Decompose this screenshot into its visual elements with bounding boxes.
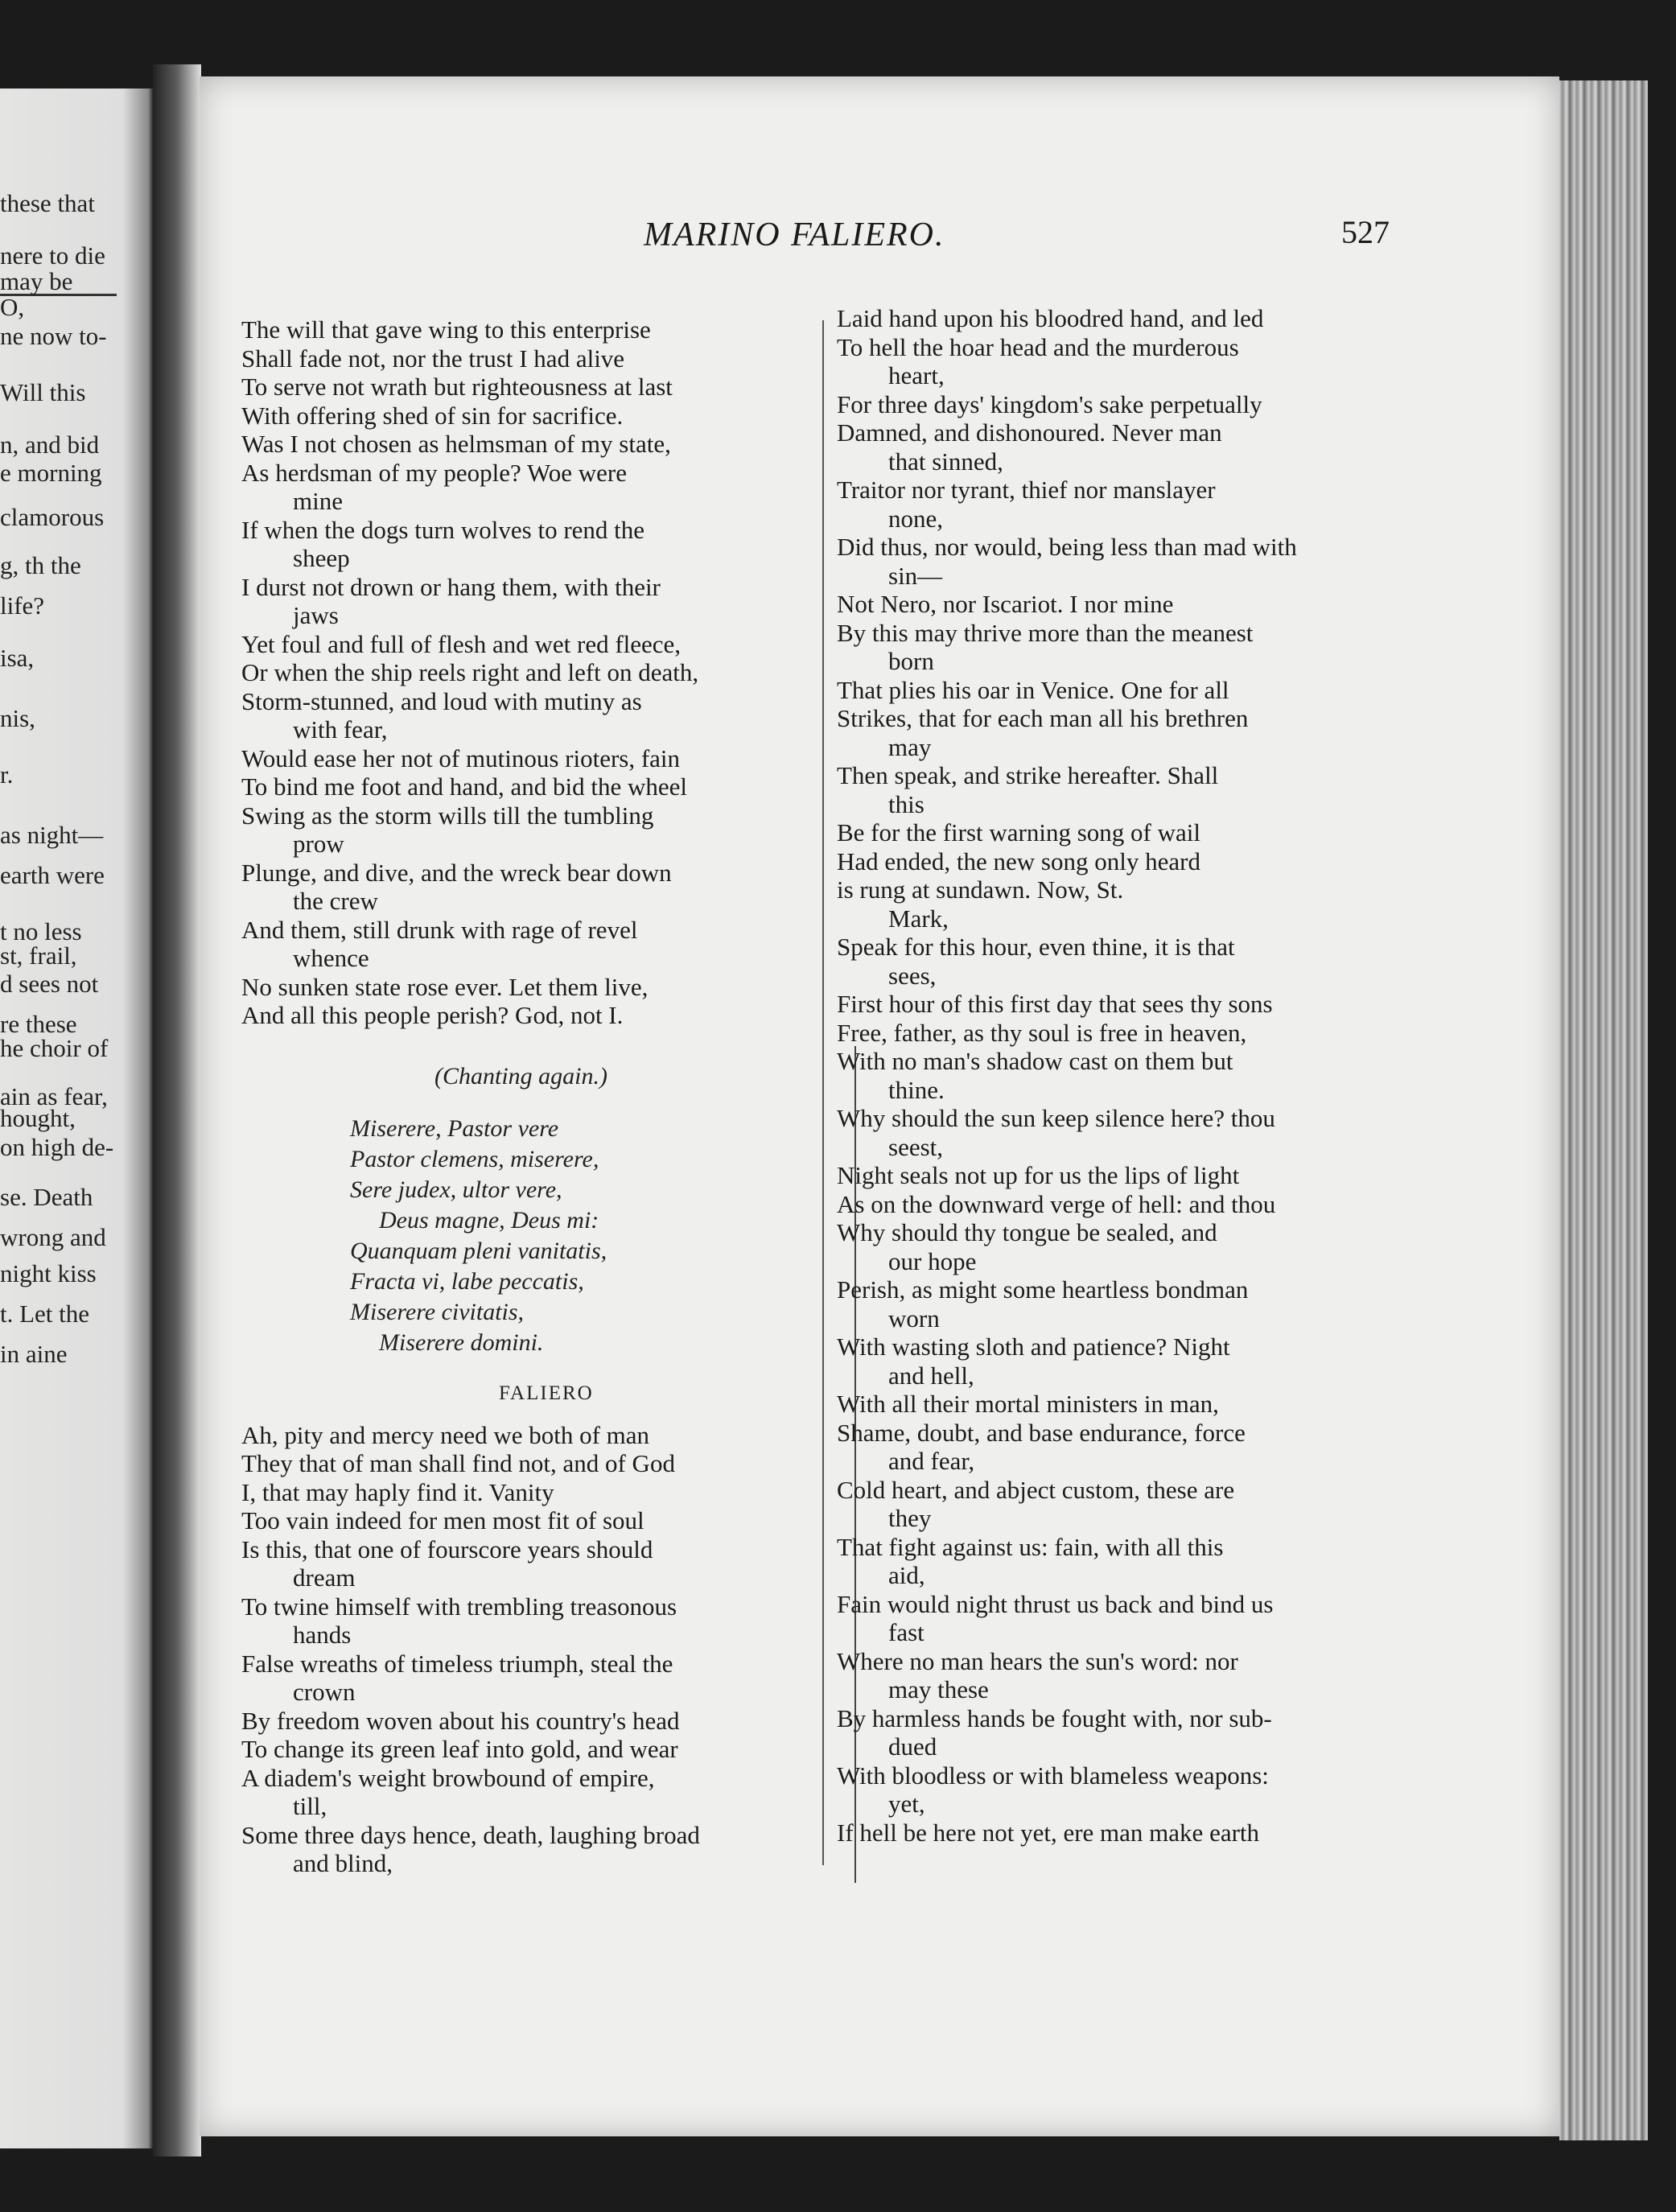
verse-line: may [888, 732, 932, 761]
verse-line: and hell, [888, 1361, 974, 1390]
verse-line: Night seals not up for us the lips of light [837, 1161, 1240, 1189]
verse-line: till, [293, 1792, 327, 1820]
verse-line: Why should the sun keep silence here? thou [837, 1104, 1275, 1132]
verse-line: Storm-stunned, and loud with mutiny as [241, 686, 642, 715]
verse-line: Where no man hears the sun's word: nor [837, 1646, 1238, 1675]
verse-line: prow [293, 830, 344, 858]
facing-page-line: may be [0, 267, 73, 295]
facing-page-line: isa, [0, 644, 35, 672]
verse-line: Yet foul and full of flesh and wet red fleece, [241, 629, 682, 658]
verse-line: Perish, as might some heartless bondman [837, 1275, 1249, 1304]
facing-page-line: O, [0, 293, 25, 321]
verse-line: Or when the ship reels right and left on death, [241, 658, 699, 686]
verse-line: I durst not drown or hang them, with their [241, 572, 661, 601]
verse-block-2 [241, 1421, 837, 1878]
verse-line: Traitor nor tyrant, thief nor manslayer [837, 476, 1216, 504]
chant-line: Miserere, Pastor vere [350, 1114, 559, 1142]
verse-line: That plies his oar in Venice. One for all [837, 675, 1229, 704]
verse-line: If hell be here not yet, ere man make earth [837, 1818, 1260, 1847]
verse-line: Not Nero, nor Iscariot. I nor mine [837, 590, 1174, 618]
verse-line: Did thus, nor would, being less than mad with [837, 533, 1297, 561]
facing-page-line: st, frail, [0, 941, 77, 970]
facing-page-line: night kiss [0, 1259, 97, 1287]
right-column [837, 304, 1424, 1847]
verse-line: By this may thrive more than the meanest [837, 618, 1254, 647]
verse-line: With wasting sloth and patience? Night [837, 1333, 1230, 1361]
chant-line: Sere judex, ultor vere, [350, 1176, 562, 1203]
facing-page-line: t. Let the [0, 1300, 90, 1328]
verse-line: As on the downward verge of hell: and thou [837, 1189, 1276, 1218]
facing-page-line: n, and bid [0, 430, 100, 459]
chant-line: Pastor clemens, miserere, [350, 1145, 599, 1172]
facing-page-line: life? [0, 591, 45, 620]
verse-line: Ah, pity and mercy need we both of man [241, 1420, 650, 1449]
verse-line: Would ease her not of mutinous rioters, fain [241, 744, 681, 772]
chant-line: Miserere domini. [379, 1328, 544, 1356]
verse-line: Speak for this hour, even thine, it is that [837, 933, 1235, 961]
latin-chant [350, 1114, 837, 1358]
verse-line: that sinned, [888, 447, 1003, 476]
verse-line: Damned, and dishonoured. Never man [837, 418, 1222, 447]
verse-line: Is this, that one of fourscore years should [241, 1534, 653, 1563]
verse-line: A diadem's weight browbound of empire, [241, 1763, 655, 1792]
verse-line: Laid hand upon his bloodred hand, and led [837, 304, 1264, 332]
verse-line: sheep [293, 544, 350, 572]
verse-line: That fight against us: fain, with all this [837, 1532, 1224, 1561]
verse-line: whence [293, 944, 369, 972]
facing-page-line: as night— [0, 821, 104, 849]
verse-line: For three days' kingdom's sake perpetually [837, 389, 1262, 418]
verse-line: jaws [293, 601, 339, 629]
verse-line: Then speak, and strike hereafter. Shall [837, 761, 1219, 789]
verse-line: Free, father, as thy soul is free in heaven, [837, 1018, 1247, 1047]
facing-page-line: Will this [0, 378, 86, 406]
verse-line: To serve not wrath but righteousness at last [241, 373, 673, 401]
verse-line: Swing as the storm wills till the tumbling [241, 801, 654, 830]
facing-page-line: g, th the [0, 551, 81, 579]
facing-page-line: t no less [0, 917, 82, 945]
verse-line: Shame, doubt, and base endurance, force [837, 1418, 1246, 1447]
verse-line: They that of man shall find not, and of God [241, 1449, 675, 1477]
chant-line: Deus magne, Deus mi: [379, 1206, 599, 1234]
verse-line: with fear, [293, 715, 388, 744]
verse-line: Cold heart, and abject custom, these are [837, 1475, 1235, 1504]
verse-line: First hour of this first day that sees thy sons [837, 990, 1273, 1018]
facing-page-line: ne now to- [0, 322, 107, 350]
verse-line: Too vain indeed for men most fit of soul [241, 1506, 644, 1534]
stage-direction: (Chanting again.) [434, 1062, 607, 1090]
verse-line: If when the dogs turn wolves to rend the [241, 515, 645, 544]
verse-line: As herdsman of my people? Woe were [241, 458, 628, 487]
verse-line: I, that may haply find it. Vanity [241, 1477, 554, 1506]
verse-line: The will that gave wing to this enterprise [241, 315, 651, 344]
verse-line: and fear, [888, 1447, 975, 1475]
verse-line: Mark, [888, 904, 949, 933]
verse-line: sin— [888, 561, 943, 590]
facing-page-fragment [0, 89, 153, 2148]
facing-page-line: earth were [0, 861, 105, 889]
verse-line: this [888, 789, 924, 818]
verse-line: born [888, 647, 934, 675]
chant-line: Fracta vi, labe peccatis, [350, 1267, 584, 1295]
verse-line: Be for the first warning song of wail [837, 818, 1200, 846]
verse-line: dued [888, 1732, 937, 1761]
verse-line: they [888, 1504, 932, 1532]
verse-line: Strikes, that for each man all his brethren [837, 704, 1249, 732]
running-title: MARINO FALIERO. [644, 216, 945, 253]
verse-line: worn [888, 1304, 940, 1333]
verse-line: may these [888, 1675, 989, 1703]
verse-line: Some three days hence, death, laughing broad [241, 1820, 700, 1849]
facing-page-line: clamorous [0, 503, 105, 531]
verse-line: is rung at sundawn. Now, St. [837, 875, 1124, 904]
verse-line: thine. [888, 1075, 945, 1104]
verse-line: and blind, [293, 1849, 393, 1877]
speaker-name: FALIERO [499, 1382, 594, 1404]
facing-page-line: nis, [0, 704, 35, 732]
page-edges [1559, 80, 1648, 2140]
verse-line: fast [888, 1618, 924, 1646]
facing-page-line: nere to die [0, 241, 105, 270]
verse-line: With bloodless or with blameless weapons: [837, 1761, 1269, 1790]
page-number: 527 [1341, 214, 1390, 250]
verse-line: seest, [888, 1132, 944, 1161]
verse-line: With no man's shadow cast on them but [837, 1047, 1233, 1075]
verse-line: No sunken state rose ever. Let them live, [241, 972, 649, 1001]
chant-line: Miserere civitatis, [350, 1298, 525, 1325]
verse-line: By harmless hands be fought with, nor sub- [837, 1703, 1272, 1732]
verse-block-1 [241, 315, 837, 1030]
verse-line: To bind me foot and hand, and bid the wheel [241, 772, 687, 801]
verse-line: Why should thy tongue be sealed, and [837, 1218, 1217, 1246]
verse-line: the crew [293, 887, 378, 915]
facing-page-line: hought, [0, 1104, 76, 1132]
verse-line: aid, [888, 1561, 925, 1589]
facing-page-line: r. [0, 760, 14, 789]
verse-block-3 [837, 304, 1424, 1847]
facing-page-line: ain as fear, [0, 1082, 108, 1110]
verse-line: sees, [888, 961, 937, 990]
verse-line: heart, [888, 361, 945, 389]
verse-line: Had ended, the new song only heard [837, 846, 1200, 875]
verse-line: yet, [888, 1790, 925, 1818]
verse-line: With offering shed of sin for sacrifice. [241, 401, 624, 430]
facing-page-line: wrong and [0, 1223, 106, 1251]
verse-line: dream [293, 1563, 356, 1592]
verse-line: And all this people perish? God, not I. [241, 1001, 624, 1029]
verse-line: Was I not chosen as helmsman of my state, [241, 430, 671, 458]
verse-line: False wreaths of timeless triumph, steal the [241, 1649, 673, 1678]
facing-page-line: d sees not [0, 970, 99, 998]
verse-line: Shall fade not, nor the trust I had alive [241, 344, 625, 373]
facing-page-line: se. Death [0, 1183, 93, 1211]
verse-line: mine [293, 487, 343, 515]
left-column [241, 315, 837, 1878]
chant-line: Quanquam pleni vanitatis, [350, 1237, 607, 1264]
facing-page-line: e morning [0, 459, 102, 487]
verse-line: And them, still drunk with rage of revel [241, 915, 638, 944]
verse-line: By freedom woven about his country's head [241, 1706, 680, 1735]
book-gutter [153, 64, 201, 2156]
verse-line: none, [888, 504, 944, 533]
verse-line: Plunge, and dive, and the wreck bear down [241, 858, 672, 887]
facing-page-line: on high de- [0, 1133, 114, 1161]
verse-line: To twine himself with trembling treasonous [241, 1592, 677, 1621]
facing-page-line: re these [0, 1010, 77, 1038]
facing-page-line: in aine [0, 1340, 68, 1368]
facing-page-line: he choir of [0, 1034, 109, 1062]
verse-line: Fain would night thrust us back and bind us [837, 1589, 1274, 1618]
verse-line: To change its green leaf into gold, and wear [241, 1735, 678, 1763]
verse-line: crown [293, 1678, 356, 1706]
verse-line: our hope [888, 1246, 977, 1275]
facing-page-line: these that [0, 189, 95, 217]
verse-line: To hell the hoar head and the murderous [837, 332, 1239, 361]
verse-line: hands [293, 1621, 352, 1649]
verse-line: With all their mortal ministers in man, [837, 1390, 1219, 1418]
